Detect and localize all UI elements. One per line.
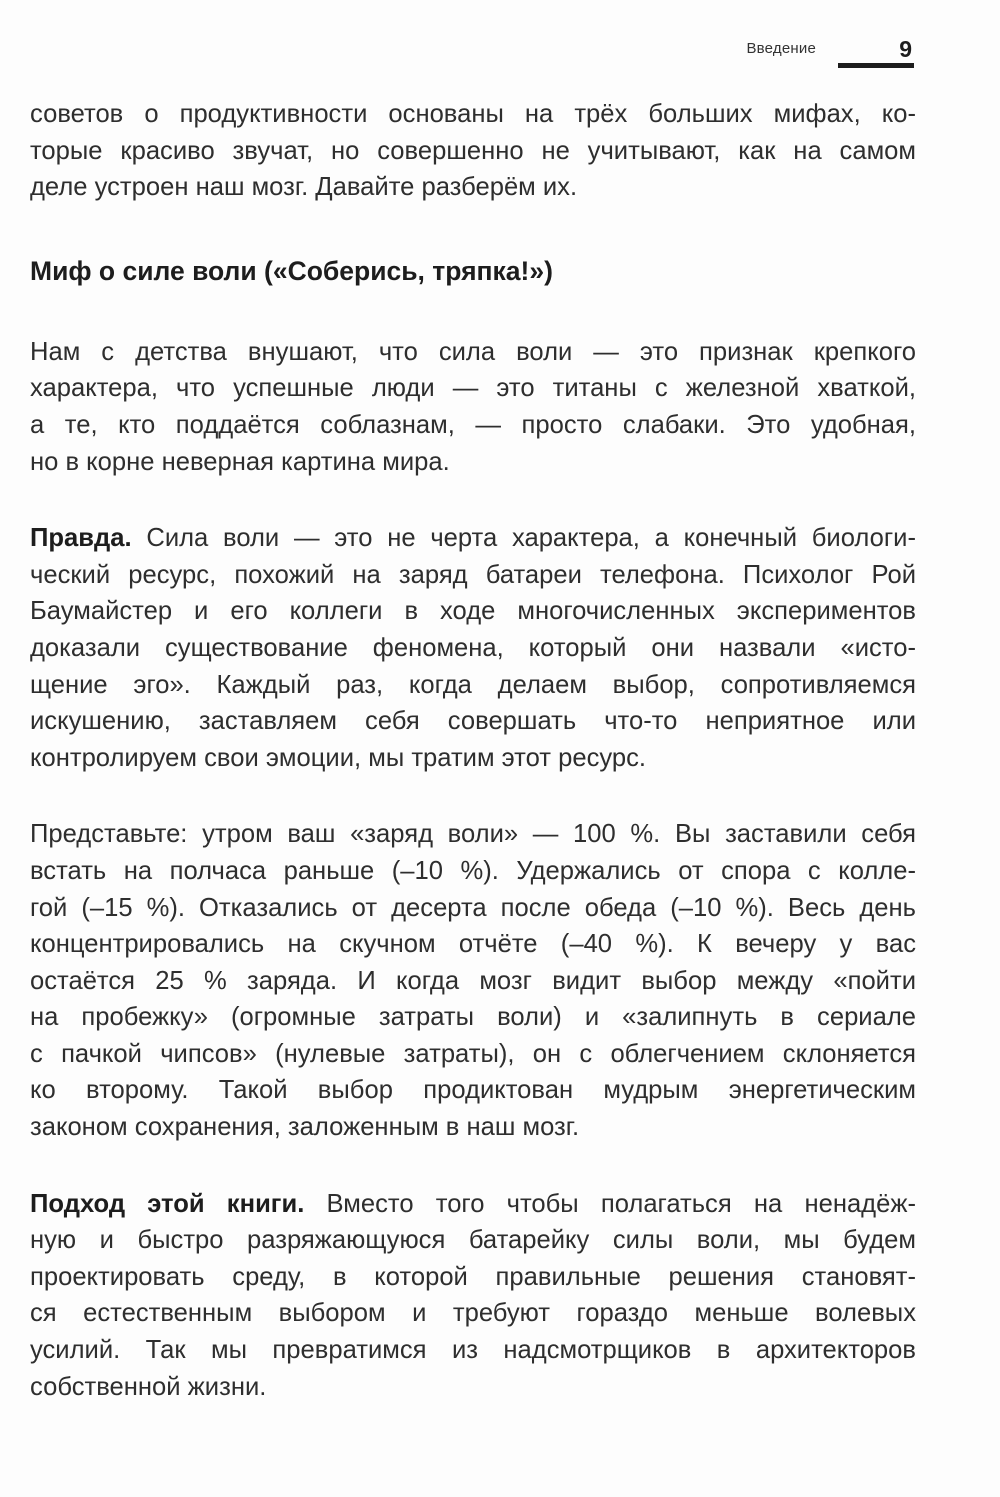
- text-line: проектировать среду, в которой правильные решения становят-: [30, 1262, 916, 1291]
- text-line: остаётся 25 % заряда. И когда мозг видит выбор между «пойти: [30, 966, 916, 995]
- myth-paragraph: [30, 334, 916, 480]
- approach-paragraph: [30, 1186, 916, 1406]
- text-line: на пробежку» (огромные затраты воли) и «залипнуть в сериале: [30, 1003, 916, 1032]
- text-line: ную и быстро разряжающуюся батарейку силы воли, мы будем: [30, 1226, 916, 1255]
- text-line: [30, 1186, 916, 1223]
- text-line: с пачкой чипсов» (нулевые затраты), он с облегчением склоняется: [30, 1039, 916, 1068]
- text-line: ческий ресурс, похожий на заряд батареи телефона. Психолог Рой: [30, 560, 916, 589]
- approach-first-line: Вместо того чтобы полагаться на ненадёж-: [304, 1189, 916, 1218]
- text-line: искушению, заставляем себя совершать что-то неприятное или: [30, 707, 916, 736]
- text-line: деле устроен наш мозг. Давайте разберём их.: [30, 173, 578, 202]
- text-line: характера, что успешные люди — это титаны с железной хваткой,: [30, 374, 916, 403]
- text-line: гой (–15 %). Отказались от десерта после обеда (–10 %). Весь день: [30, 893, 916, 922]
- truth-first-line: Сила воли — это не черта характера, а конечный биологи-: [131, 524, 916, 553]
- text-line: доказали существование феномена, который они назвали «исто-: [30, 633, 916, 662]
- text-line: советов о продуктивности основаны на трёх больших мифах, ко-: [30, 100, 916, 128]
- text-line: Нам с детства внушают, что сила воли — это признак крепкого: [30, 337, 916, 366]
- truth-paragraph: [30, 520, 916, 776]
- header-rule: [838, 63, 914, 68]
- intro-paragraph: [30, 96, 916, 206]
- approach-label: Подход этой книги.: [30, 1189, 305, 1218]
- text-line: ся естественным выбором и требуют гораздо меньше волевых: [30, 1299, 916, 1328]
- section-heading: Миф о силе воли («Соберись, тряпка!»): [30, 255, 553, 286]
- imagine-paragraph: [30, 816, 916, 1145]
- text-line: но в корне неверная картина мира.: [30, 447, 450, 476]
- text-line: щение эго». Каждый раз, когда делаем выбор, сопротивляемся: [30, 670, 916, 699]
- text-line: контролируем свои эмоции, мы тратим этот ресурс.: [30, 743, 647, 772]
- text-line: собственной жизни.: [30, 1372, 267, 1401]
- text-line: усилий. Так мы превратимся из надсмотрщиков в архитекторов: [30, 1336, 916, 1365]
- running-header: [0, 36, 1000, 76]
- text-line: законом сохранения, заложенным в наш мозг.: [30, 1113, 580, 1142]
- text-line: Баумайстер и его коллеги в ходе многочисленных экспериментов: [30, 597, 916, 626]
- text-line: Представьте: утром ваш «заряд воли» — 100 %. Вы заставили себя: [30, 820, 916, 849]
- text-line: [30, 520, 916, 557]
- section-title: Введение: [746, 40, 816, 57]
- text-line: концентрировались на скучном отчёте (–40 %). К вечеру у вас: [30, 930, 916, 959]
- page-body: [30, 96, 916, 1405]
- text-line: а те, кто поддаётся соблазнам, — просто слабаки. Это удобная,: [30, 410, 916, 439]
- page-number: 9: [899, 36, 912, 62]
- text-line: ко второму. Такой выбор продиктован мудрым энергетическим: [30, 1076, 916, 1105]
- text-line: торые красиво звучат, но совершенно не учитывают, как на самом: [30, 136, 916, 165]
- truth-label: Правда.: [30, 524, 132, 553]
- text-line: встать на полчаса раньше (–10 %). Удержались от спора с колле-: [30, 856, 916, 885]
